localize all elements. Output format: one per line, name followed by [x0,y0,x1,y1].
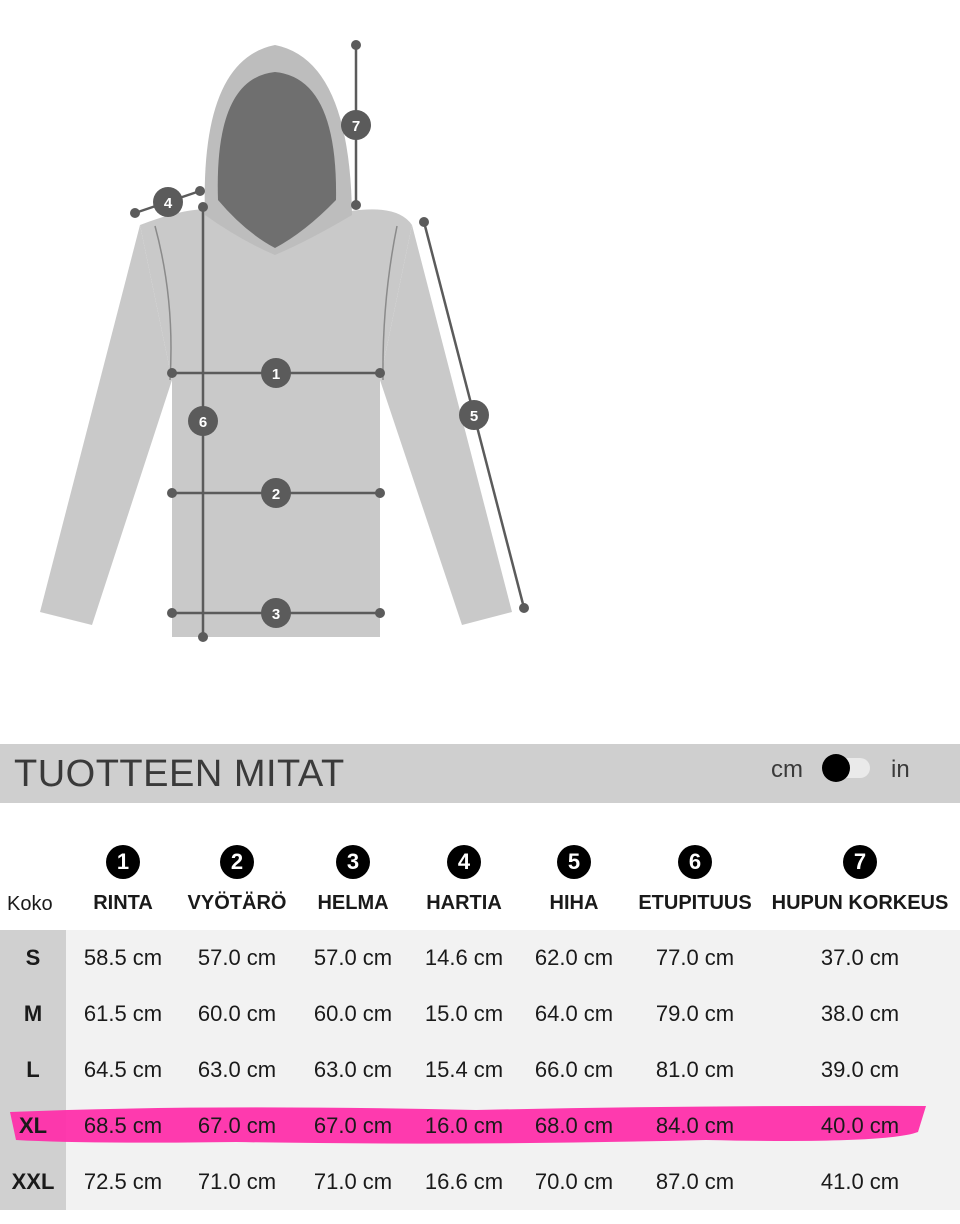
left-sleeve-shape [40,225,172,625]
column-number-badge: 4 [447,845,481,879]
measurement-cell: 67.0 cm [313,1113,393,1138]
measurement-cell: 87.0 cm [655,1169,735,1194]
column-label: ETUPITUUS [638,892,752,914]
section-title: TUOTTEEN MITAT [14,753,345,795]
table-row [0,1154,960,1210]
svg-text:1: 1 [271,366,281,383]
body-shape [140,209,412,637]
table-row [0,930,960,986]
measurement-cell: 81.0 cm [655,1057,735,1082]
column-header-hiha [519,840,629,930]
table-row [0,1042,960,1098]
column-label: HELMA [317,892,389,914]
measurement-cell: 16.6 cm [424,1169,504,1194]
column-header-rinta [68,840,178,930]
column-number-badge: 6 [678,845,712,879]
table-row [0,986,960,1042]
marker-5 [459,400,489,430]
size-cell: M [23,1001,43,1026]
table-header-row [0,840,960,930]
measurement-cell: 58.5 cm [83,945,163,970]
measurement-cell: 38.0 cm [820,1001,900,1026]
svg-text:3: 3 [271,606,281,623]
measurement-cell: 63.0 cm [197,1057,277,1082]
column-header-hupun-korkeus [760,840,960,930]
measurement-cell: 40.0 cm [820,1113,900,1138]
measurement-cell: 63.0 cm [313,1057,393,1082]
svg-text:4: 4 [163,195,173,212]
measurement-cell: 84.0 cm [655,1113,735,1138]
svg-text:2: 2 [271,486,281,503]
measurement-cell: 61.5 cm [83,1001,163,1026]
svg-text:7: 7 [351,118,361,135]
unit-cm-label[interactable]: cm [771,756,803,783]
size-cell: XXL [11,1169,55,1194]
column-header-vyötärö [182,840,292,930]
marker-2 [261,478,291,508]
measurement-cell: 77.0 cm [655,945,735,970]
measurement-cell: 62.0 cm [534,945,614,970]
measurement-cell: 64.0 cm [534,1001,614,1026]
column-header-etupituus [630,840,760,930]
size-cell: L [26,1057,40,1082]
marker-6 [188,406,218,436]
unit-toggle-knob[interactable] [822,754,850,782]
svg-text:5: 5 [469,408,479,425]
marker-7 [341,110,371,140]
column-label: HIHA [549,892,599,914]
svg-text:6: 6 [198,414,208,431]
right-sleeve-shape [380,225,512,625]
size-column-header: Koko [7,893,53,915]
column-header-helma [298,840,408,930]
size-cell: S [25,945,41,970]
column-number-badge: 5 [557,845,591,879]
marker-1 [261,358,291,388]
column-label: VYÖTÄRÖ [187,892,287,914]
column-number-badge: 3 [336,845,370,879]
column-label: HUPUN KORKEUS [771,892,949,914]
column-number-badge: 7 [843,845,877,879]
measurement-cell: 71.0 cm [313,1169,393,1194]
hoodie-measurement-diagram [0,0,560,680]
column-header-hartia [409,840,519,930]
unit-toggle-switch[interactable] [826,758,870,778]
measurement-cell: 57.0 cm [197,945,277,970]
measurement-cell: 14.6 cm [424,945,504,970]
measurement-cell: 41.0 cm [820,1169,900,1194]
unit-in-label[interactable]: in [891,756,910,783]
measurement-cell: 68.0 cm [534,1113,614,1138]
measurement-cell: 15.4 cm [424,1057,504,1082]
column-number-badge: 1 [106,845,140,879]
measurement-cell: 15.0 cm [424,1001,504,1026]
size-cell: XL [18,1113,48,1138]
column-number-badge: 2 [220,845,254,879]
measurement-cell: 16.0 cm [424,1113,504,1138]
table-row [0,1098,960,1154]
marker-4 [153,187,183,217]
column-label: RINTA [93,892,153,914]
measurement-cell: 67.0 cm [197,1113,277,1138]
measurement-cell: 71.0 cm [197,1169,277,1194]
measurement-cell: 39.0 cm [820,1057,900,1082]
marker-3 [261,598,291,628]
measurement-cell: 79.0 cm [655,1001,735,1026]
measurement-cell: 57.0 cm [313,945,393,970]
measurement-cell: 70.0 cm [534,1169,614,1194]
measurement-cell: 66.0 cm [534,1057,614,1082]
column-label: HARTIA [426,892,502,914]
measurement-cell: 60.0 cm [197,1001,277,1026]
section-header-bar [0,744,960,803]
measurement-cell: 72.5 cm [83,1169,163,1194]
measurement-cell: 37.0 cm [820,945,900,970]
measurement-cell: 60.0 cm [313,1001,393,1026]
measurement-cell: 64.5 cm [83,1057,163,1082]
measurement-cell: 68.5 cm [83,1113,163,1138]
